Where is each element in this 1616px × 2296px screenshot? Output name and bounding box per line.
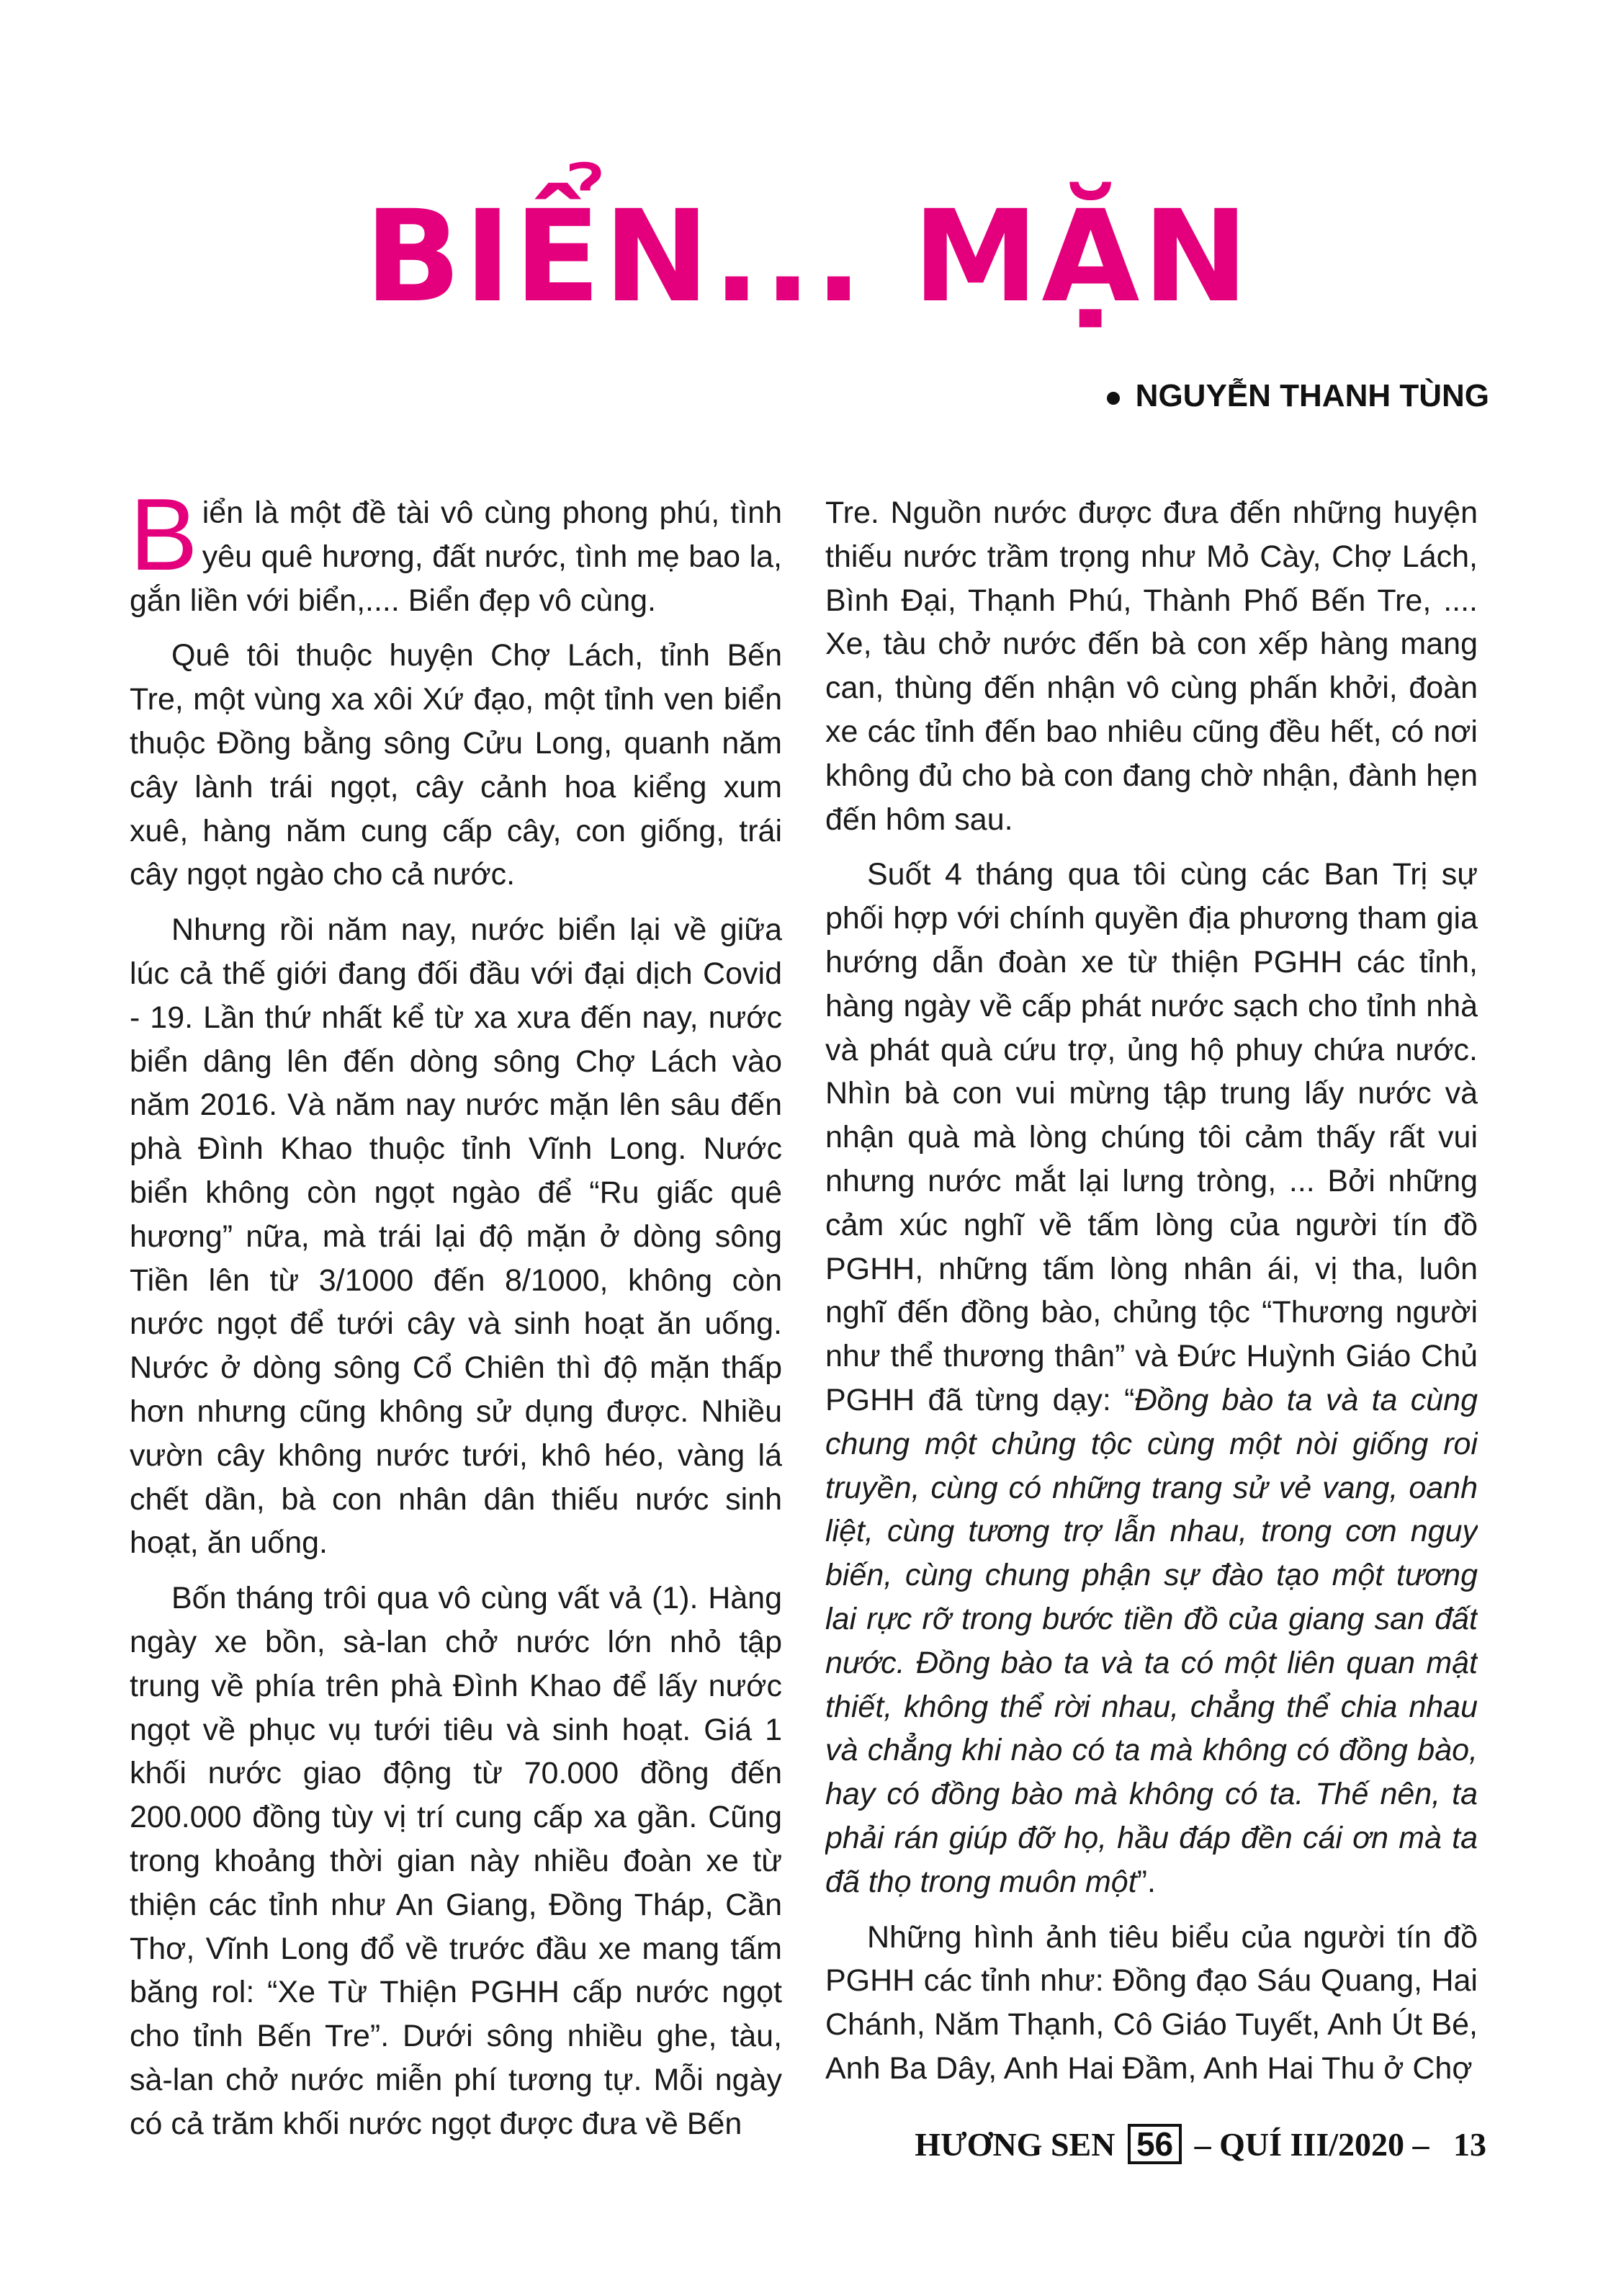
article-title: BIỂN... MẶN	[364, 183, 1252, 331]
page-number: 13	[1453, 2126, 1486, 2163]
right-column	[825, 491, 1478, 2162]
quotation-end: ”.	[1136, 1864, 1156, 1899]
paragraph: Những hình ảnh tiêu biểu của người tín đồ PGHH các tỉnh như: Đồng đạo Sáu Quang, Hai Chánh, Năm Thạnh, Cô Giáo Tuyết, Anh Út Bé, Anh Ba Dây, Anh Hai Đầm, Anh Hai Thu ở Chợ	[825, 1919, 1478, 2086]
paragraph-text: Suốt 4 tháng qua tôi cùng các Ban Trị sự phối hợp với chính quyền địa phương tham gia hướng dẫn đoàn xe từ thiện PGHH các tỉnh, hàng ngày về cấp phát nước sạch cho tỉnh nhà và phát quà cứu trợ, ủng hộ phuy chứa nước. Nhìn bà con vui mừng tập trung lấy nước và nhận quà mà lòng chúng tôi cảm thấy rất vui nhưng nước mắt lại lưng tròng, ... Bởi những cảm xúc nghĩ về tấm lòng của người tín đồ PGHH, những tấm lòng nhân ái, vị tha, luôn nghĩ đến đồng bào, chủng tộc “Thương người như thể thương thân” và Đức Huỳnh Giáo Chủ PGHH đã từng dạy: “	[825, 857, 1478, 1417]
quotation: Đồng bào ta và ta cùng chung một chủng tộc cùng một nòi giống roi truyền, cùng có những trang sử vẻ vang, oanh liệt, cùng tương trợ lẫn nhau, trong cơn nguy biến, cùng chung phận sự đào tạo một tương lai rực rỡ trong bước tiền đồ của giang san đất nước. Đồng bào ta và ta có một liên quan mật thiết, không thể rời nhau, chẳng thể chia nhau và chẳng khi nào có ta mà không có đồng bào, hay có đồng bào mà không có ta. Thế nên, ta phải rán giúp đỡ họ, hầu đáp đền cái ơn mà ta đã thọ trong muôn một	[825, 1382, 1478, 1899]
page-footer	[915, 2123, 1486, 2166]
bullet-icon	[1107, 392, 1120, 405]
paragraph	[130, 491, 782, 622]
left-column	[130, 491, 782, 2162]
issue-period: – QUÍ III/2020 –	[1194, 2126, 1429, 2163]
drop-cap: B	[130, 491, 198, 592]
magazine-name: HƯƠNG SEN	[915, 2126, 1116, 2163]
author-name: NGUYỄN THANH TÙNG	[1135, 378, 1489, 413]
paragraph: Quê tôi thuộc huyện Chợ Lách, tỉnh Bến Tre, một vùng xa xôi Xứ đạo, một tỉnh ven biển thuộc Đồng bằng sông Cửu Long, quanh năm cây lành trái ngọt, cây cảnh hoa kiểng xum xuê, hàng năm cung cấp cây, con giống, trái cây ngọt ngào cho cả nước.	[130, 638, 782, 892]
paragraph-text: iển là một đề tài vô cùng phong phú, tình yêu quê hương, đất nước, tình mẹ bao la, gắn liền với biển,.... Biển đẹp vô cùng.	[130, 495, 782, 618]
paragraph: Bốn tháng trôi qua vô cùng vất vả (1). Hàng ngày xe bồn, sà-lan chở nước lớn nhỏ tập trung về phía trên phà Đình Khao để lấy nước ngọt về phục vụ tưới tiêu và sinh hoạt. Giá 1 khối nước giao động từ 70.000 đồng đến 200.000 đồng tùy vị trí cung cấp xa gần. Cũng trong khoảng thời gian này nhiều đoàn xe từ thiện các tỉnh như An Giang, Đồng Tháp, Cần Thơ, Vĩnh Long đổ về trước đầu xe mang tấm băng rol: “Xe Từ Thiện PGHH cấp nước ngọt cho tỉnh Bến Tre”. Dưới sông nhiều ghe, tàu, sà-lan chở nước miễn phí tương tự. Mỗi ngày có cả trăm khối nước ngọt được đưa về Bến	[130, 1581, 782, 2141]
issue-number: 56	[1128, 2124, 1182, 2164]
paragraph: Nhưng rồi năm nay, nước biển lại về giữa lúc cả thế giới đang đối đầu với đại dịch Covid - 19. Lần thứ nhất kể từ xa xưa đến nay, nước biển dâng lên đến dòng sông Chợ Lách vào năm 2016. Và năm nay nước mặn lên sâu đến phà Đình Khao thuộc tỉnh Vĩnh Long. Nước biển không còn ngọt ngào để “Ru giấc quê hương” nữa, mà trái lại độ mặn ở dòng sông Tiền lên từ 3/1000 đến 8/1000, không còn nước ngọt để tưới cây và sinh hoạt ăn uống. Nước ở dòng sông Cổ Chiên thì độ mặn thấp hơn nhưng cũng không sử dụng được. Nhiều vườn cây không nước tưới, khô héo, vàng lá chết dần, bà con nhân dân thiếu nước sinh hoạt, ăn uống.	[130, 912, 782, 1561]
paragraph: Tre. Nguồn nước được đưa đến những huyện thiếu nước trầm trọng như Mỏ Cày, Chợ Lách, Bình Đại, Thạnh Phú, Thành Phố Bến Tre, .... Xe, tàu chở nước đến bà con xếp hàng mang can, thùng đến nhận vô cùng phấn khởi, đoàn xe các tỉnh đến bao nhiêu cũng đều hết, có nơi không đủ cho bà con đang chờ nhận, đành hẹn đến hôm sau.	[825, 495, 1478, 837]
paragraph	[825, 853, 1478, 1903]
author-byline	[1107, 376, 1489, 416]
